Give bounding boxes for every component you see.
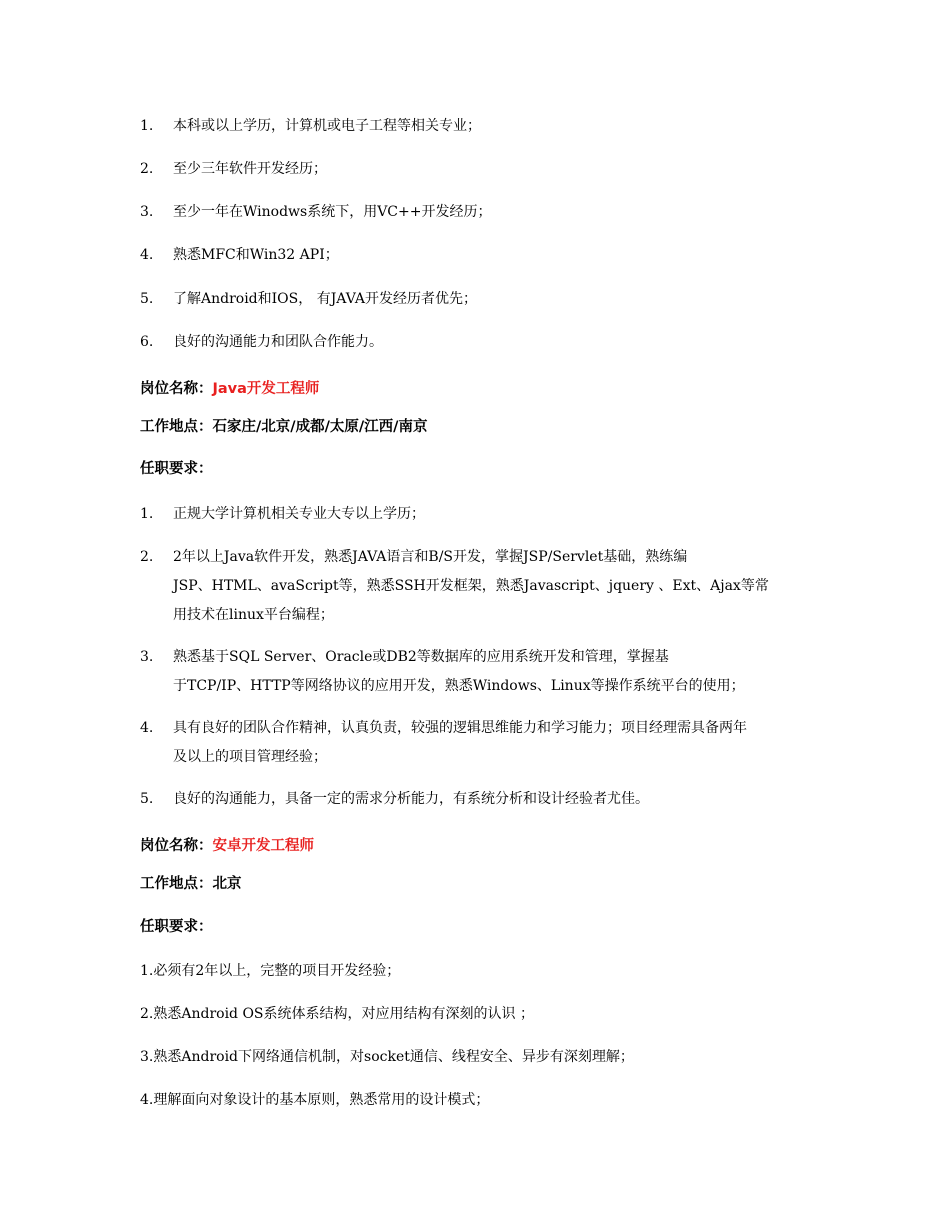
location-value: 石家庄/北京/成都/太原/江西/南京 (212, 419, 428, 435)
list-number: 5. (140, 291, 154, 307)
job2-requirements-heading: 任职要求： (140, 919, 213, 935)
list-number: 6. (140, 334, 154, 350)
list-number: 4. (140, 247, 154, 263)
list-item: 3.熟悉Android下网络通信机制，对socket通信、线程安全、异步有深刻理解； (140, 1049, 634, 1065)
list-text: 至少三年软件开发经历； (173, 161, 327, 177)
job2-position (140, 836, 314, 856)
list-text-line: 于TCP/IP、HTTP等网络协议的应用开发，熟悉Windows、Linux等操作系统平台的使用； (173, 678, 745, 694)
list-text-line: 正规大学计算机相关专业大专以上学历； (173, 506, 425, 522)
list-text-line: 具有良好的团队合作精神，认真负责，较强的逻辑思维能力和学习能力；项目经理需具备两年 (173, 720, 747, 736)
position-label: 岗位名称： (140, 381, 213, 397)
list-text: 良好的沟通能力和团队合作能力。 (173, 334, 383, 350)
list-number: 5. (140, 791, 154, 807)
list-text: 了解Android和IOS， 有JAVA开发经历者优先； (173, 291, 477, 307)
list-number: 3. (140, 649, 154, 665)
list-text: 本科或以上学历，计算机或电子工程等相关专业； (173, 118, 481, 134)
list-item: 1.必须有2年以上，完整的项目开发经验； (140, 963, 401, 979)
list-text-line: 2年以上Java软件开发，熟悉JAVA语言和B/S开发，掌握JSP/Servlet基础，熟练编 (173, 549, 688, 565)
list-text-line: JSP、HTML、avaScript等，熟悉SSH开发框架，熟悉Javascript、jquery 、Ext、Ajax等常 (173, 578, 769, 594)
list-number: 3. (140, 204, 154, 220)
list-text (173, 643, 833, 701)
list-text-line: 熟悉基于SQL Server、Oracle或DB2等数据库的应用系统开发和管理，掌握基 (173, 649, 669, 665)
list-text (173, 714, 833, 772)
position-value: Java开发工程师 (212, 381, 320, 397)
job1-requirements-heading: 任职要求： (140, 461, 213, 477)
list-number: 2. (140, 549, 154, 565)
list-text: 至少一年在Winodws系统下，用VC++开发经历； (173, 204, 492, 220)
list-text-line: 良好的沟通能力，具备一定的需求分析能力，有系统分析和设计经验者尤佳。 (173, 791, 649, 807)
location-value: 北京 (212, 876, 242, 892)
list-number: 1. (140, 506, 154, 522)
list-item: 2.熟悉Android OS系统体系结构，对应用结构有深刻的认识 ； (140, 1006, 534, 1022)
list-text-line: 用技术在linux平台编程； (173, 607, 334, 623)
location-label: 工作地点： (140, 419, 213, 435)
position-value: 安卓开发工程师 (212, 838, 314, 854)
list-number: 2. (140, 161, 154, 177)
list-text (173, 543, 833, 630)
position-label: 岗位名称： (140, 838, 213, 854)
list-text: 熟悉MFC和Win32 API； (173, 247, 339, 263)
list-item: 4.理解面向对象设计的基本原则，熟悉常用的设计模式； (140, 1092, 490, 1108)
location-label: 工作地点： (140, 876, 213, 892)
list-text (173, 500, 833, 529)
list-text-line: 及以上的项目管理经验； (173, 749, 327, 765)
job2-location (140, 874, 242, 894)
list-number: 4. (140, 720, 154, 736)
list-number: 1. (140, 118, 154, 134)
list-text (173, 785, 833, 814)
job1-location (140, 417, 427, 437)
job1-position (140, 379, 319, 399)
